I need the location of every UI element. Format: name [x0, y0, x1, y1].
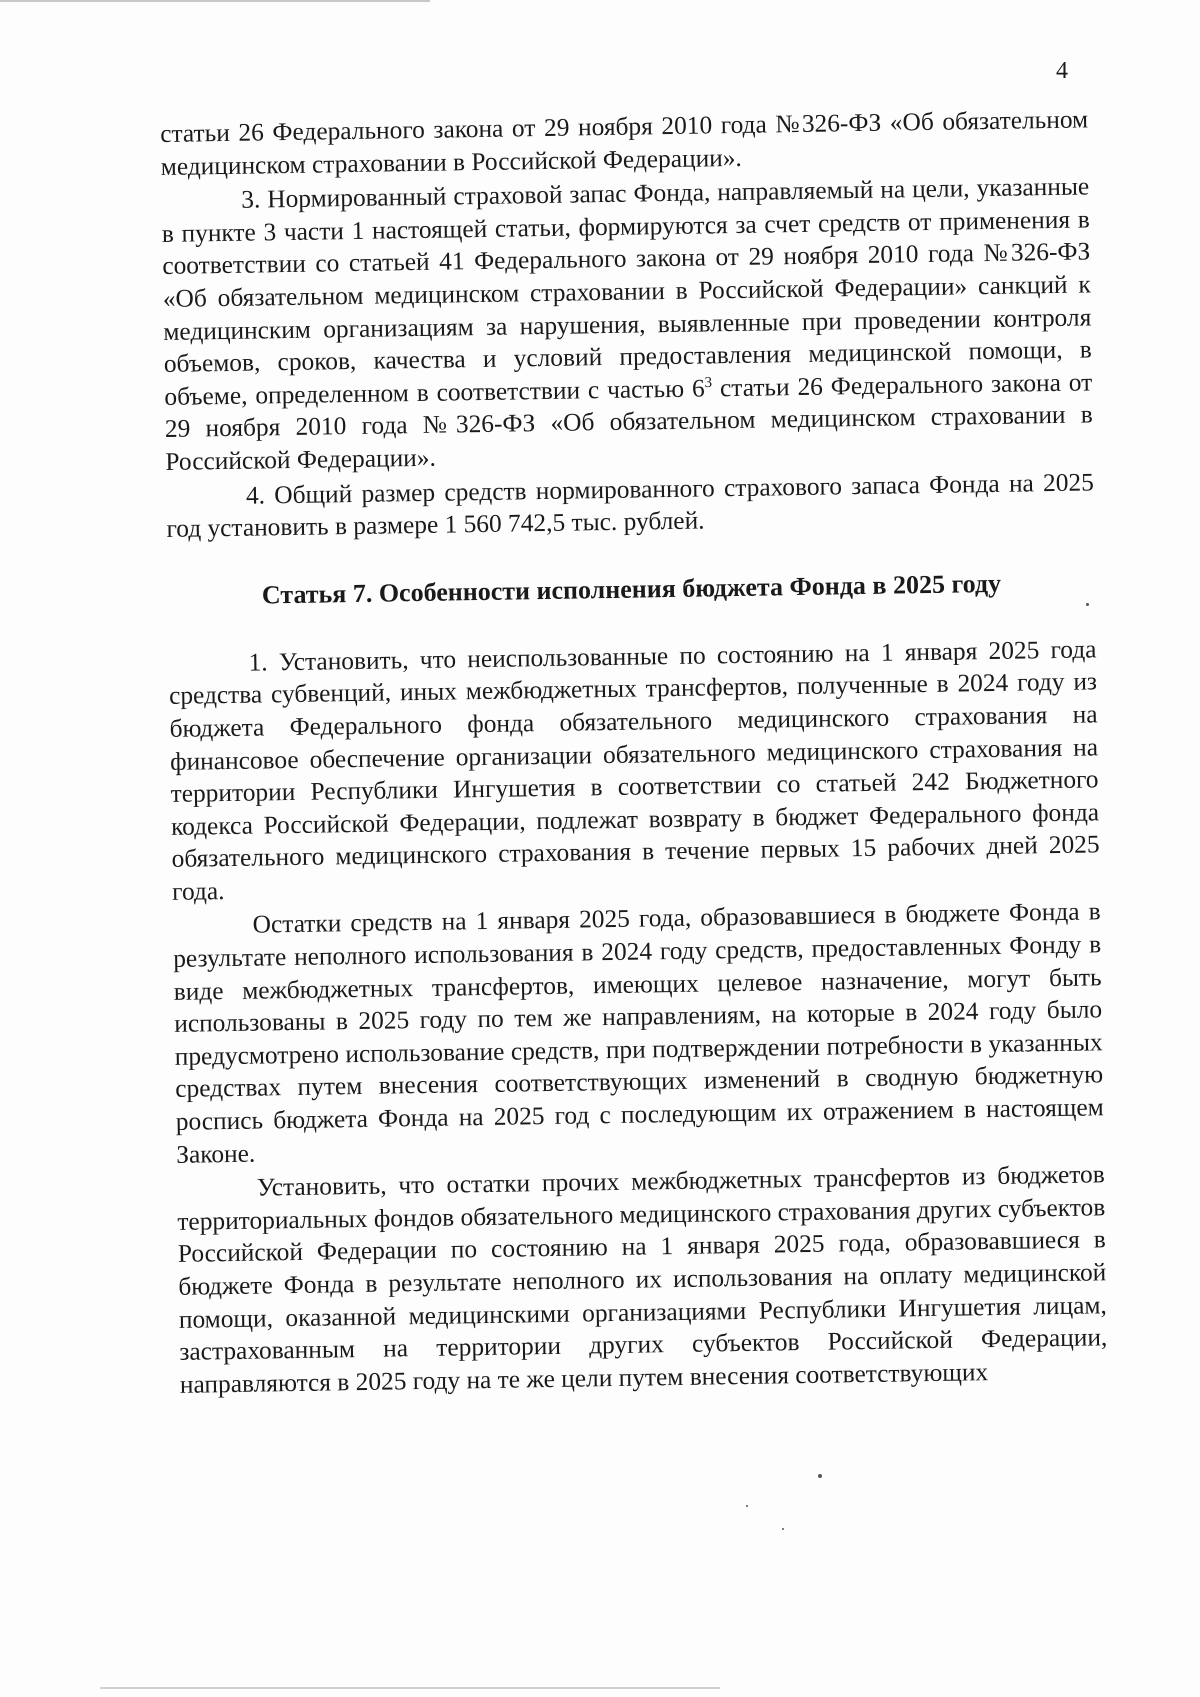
superscript-index: 3 — [704, 374, 713, 391]
paragraph-item-3-text-end: статьи 26 Федерального закона от 29 ноября 2010 года №326-ФЗ «Об обязательном медицинском страховании в Российской Федерации». — [164, 368, 1093, 476]
page-number: 4 — [1056, 58, 1068, 84]
scan-speck — [782, 1528, 784, 1530]
scan-speck — [818, 1474, 822, 1478]
paragraph-item-3 — [161, 171, 1093, 479]
scan-speck — [1086, 603, 1089, 606]
paragraph-remaining-funds: Остатки средств на 1 января 2025 года, образовавшиеся в бюджете Фонда в результате неполного использования в 2024 году средств, предоставленных Фонду в виде межбюджетных трансфертов, имеющих целевое назначение, могут быть использованы в 2025 году по тем же направлениям, на которые в 2024 году было предусмотрено использование средств, при подтверждении потребности в указанных средствах путем внесения соответствующих изменений в сводную бюджетную роспись бюджета Фонда на 2025 год с последующим их отражением в настоящем Законе. — [172, 897, 1104, 1169]
scan-edge-bottom — [100, 1687, 720, 1689]
paragraph-other-transfers: Установить, что остатки прочих межбюджетных трансфертов из бюджетов территориальных фондов обязательного медицинского страхования других субъектов Российской Федерации по состоянию на 1 января 2025 года, образовавшиеся в бюджете Фонда в результате неполного их использования на оплату медицинской помощи, оказанной медицинскими организациями Республики Ингушетия лицам, застрахованным на территории других субъектов Российской Федерации, направляются в 2025 году на те же цели путем внесения соответствующих — [177, 1160, 1108, 1399]
article-heading: Статья 7. Особенности исполнения бюджета Фонда в 2025 году — [261, 568, 1002, 610]
paragraph-item-4: 4. Общий размер средств нормированного страхового запаса Фонда на 2025 год установить в размере 1 560 742,5 тыс. рублей. — [166, 467, 1095, 544]
paragraph-continuation: статьи 26 Федерального закона от 29 ноября 2010 года №326-ФЗ «Об обязательном медицинском страховании в Российской Федерации». — [160, 105, 1089, 181]
paragraph-item-3-text: 3. Нормированный страховой запас Фонда, направляемый на цели, указанные в пункте 3 части 1 настоящей статьи, формируются за счет средств от применения в соответствии со статьей 41 Федерального закона от 29 ноября 2010 года №326-ФЗ «Об обязательном медицинском страховании в Российской Федерации» санкций к медицинским организациям за нарушения, выявленные при проведении контроля объемов, сроков, качества и условий предоставления медицинской помощи, в объеме, определенном в соответствии с частью 6 — [161, 172, 1092, 411]
paragraph-article7-item-1: 1. Установить, что неиспользованные по состоянию на 1 января 2025 года средства субвенций, иных межбюджетных трансфертов, полученные в 2024 году из бюджета Федерального фонда обязательного медицинского страхования на финансовое обеспечение организации обязательного медицинского страхования на территории Республики Ингушетия в соответствии со статьей 242 Бюджетного кодекса Российской Федерации, подлежат возврату в бюджет Федерального фонда обязательного медицинского страхования в течение первых 15 рабочих дней 2025 года. — [168, 635, 1100, 906]
document-body — [160, 103, 1108, 1401]
scan-edge-top — [0, 0, 430, 2]
scan-speck — [746, 1505, 748, 1507]
